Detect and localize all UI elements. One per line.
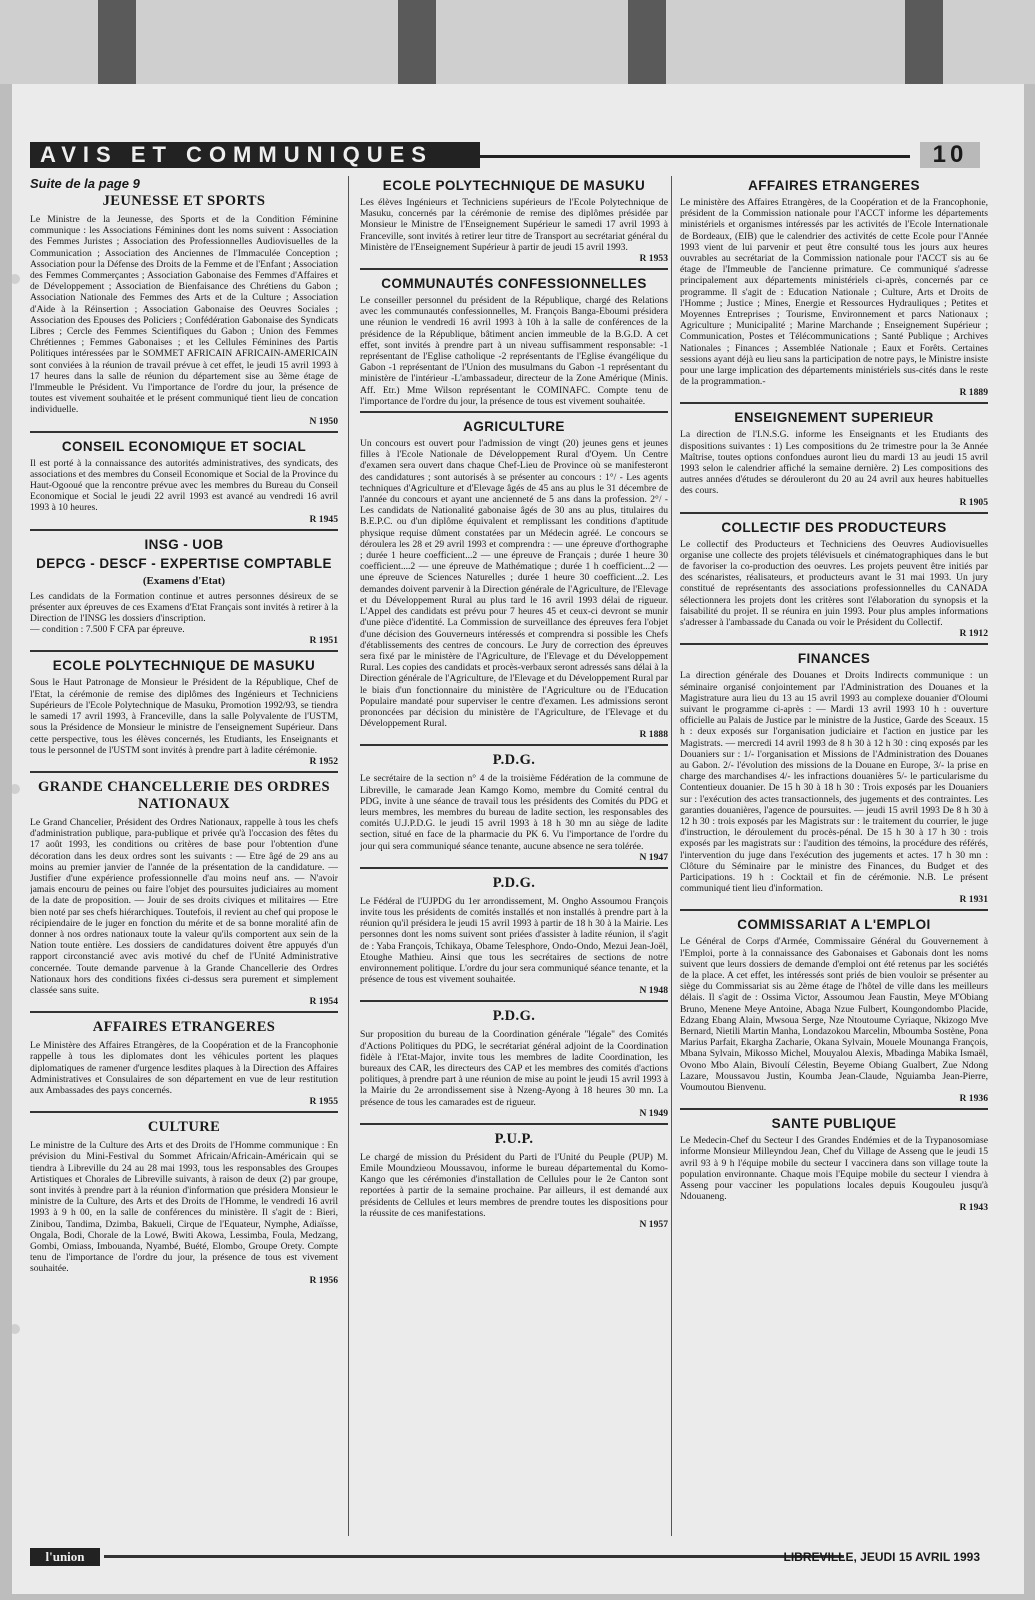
notice-reference: R 1955	[309, 1096, 338, 1108]
notice-sante-publique	[680, 1116, 988, 1217]
notice-heading: INSG - UOB	[144, 536, 224, 552]
notice-body: Les candidats de la Formation continue et autres personnes désireux de se présenter aux épreuves de ces Examens d'Etat Français sont invités à retirer à la Direction de l'INSG les dossiers d'inscription.	[30, 590, 338, 625]
notice-heading: SANTE PUBLIQUE	[771, 1116, 897, 1132]
section-masthead	[30, 142, 980, 168]
newspaper-page	[12, 84, 1024, 1594]
notice-reference: N 1948	[639, 985, 668, 997]
notice-body: Le chargé de mission du Président du Parti de l'Unité du Peuple (PUP) M. Emile Moundzieou Moussavou, informe le bureau départemental du Komo-Kango que les cérémonies d'installation de Cellules pour le 2e Canton sont reportées à partir de la semaine prochaine. Par ailleurs, il est demandé aux présidents de Cellules et leurs membres de prendre toutes les dispositions pour la réussite de ces manifestations.	[360, 1151, 668, 1219]
punch-hole	[12, 784, 20, 794]
notice-pdg-3	[360, 1008, 668, 1124]
dateline: LIBREVILLE, JEUDI 15 AVRIL 1993	[783, 1550, 980, 1564]
notice-body: Le conseiller personnel du président de la République, chargé des Relations avec les communautés confessionnelles, M. François Banga-Eboumi présidera une réunion le vendredi 16 avril 1993 à 10h à la salle de conférences de la présidence de la République, bâtiment ancien immeuble de la B.G.D. A cet effet, sont invités à prendre part à un niveau suffisamment responsable: -1 représentant de l'Eglise catholique -2 représentants de l'Eglise évangélique du Gabon -1 représentant de l'Union des musulmans du Gabon -1 représentant du ministère de l'intérieur -L'ambassadeur, directeur de la Zone Amérique (Minis. Aff. Etr.) Mme Wilson représentant le COMINAFC. Compte tenu de l'importance de l'ordre du jour, la présence de tous est vivement souhaitée.	[360, 295, 668, 407]
notice-pdg-1	[360, 752, 668, 868]
continued-from-label: Suite de la page 9	[30, 176, 140, 191]
notice-insg-uob	[30, 537, 338, 653]
notice-grande-chancellerie	[30, 779, 338, 1013]
notice-body: Les élèves Ingénieurs et Techniciens supérieurs de l'Ecole Polytechnique de Masuku, concernés par la cérémonie de remise des diplômes présidée par Monsieur le Ministre de l'Enseignement Supérieur le samedi 17 avril 1993 à Franceville, sont invités à retirer leur titre de Transport au secrétariat général du Ministère de l'Enseignement Supérieur à partir de jeudi 15 avril 1993.	[360, 197, 668, 253]
notice-body: Le Medecin-Chef du Secteur I des Grandes Endémies et de la Trypanosomiase informe Monsieur Milleyndou Jean, Chef du Village de Asseng que le jeudi 15 avril 93 à 9 h l'équipe mobile du secteur I vaccinera dans son village toute la population environnante. Chaque mois l'Equipe mobile du secteur I viendra à Asseng pour vacciner les populations locales depuis Kougouleu jusqu'à Ndouaneng.	[680, 1135, 988, 1203]
notice-agriculture	[360, 419, 668, 746]
notice-reference: R 1905	[959, 496, 988, 508]
notice-reference: R 1952	[309, 755, 338, 767]
notice-culture	[30, 1119, 338, 1289]
column-middle	[360, 176, 668, 1536]
notice-reference: R 1951	[309, 635, 338, 647]
notice-ecole-polytechnique	[30, 658, 338, 772]
notice-reference: R 1936	[959, 1093, 988, 1105]
notice-heading: AFFAIRES ETRANGERES	[92, 1019, 276, 1036]
page-footer	[30, 1546, 980, 1568]
binder-shadow	[628, 0, 666, 84]
notice-heading: P.D.G.	[492, 874, 536, 891]
punch-hole	[12, 1324, 20, 1334]
scan-background-top	[0, 0, 1035, 84]
notice-body: La direction de l'I.N.S.G. informe les Enseignants et les Etudiants des dispositions suivantes : 1) Les compositions du 2e trimestre pour la 3e Année Maîtrise, toutes options confondues auront lieu du mardi 13 au jeudi 15 avril 1993 selon le calendrier affiché la semaine dernière. 2) Les compositions des autres années d'études se dérouleront du 20 au 24 avril aux heures habituelles des cours.	[680, 429, 988, 497]
notice-heading: CULTURE	[147, 1119, 221, 1136]
notice-body: Le Ministre de la Jeunesse, des Sports et de la Condition Féminine communique : les Associations Féminines dont les noms suivent : Association des Femmes Juristes ; Association des Professionnelles Audiovisuelles de la Communication ; Association des Anciennes de l'Immaculée Conception ; Association pour la Défense des Droits de la Femme et de l'Enfant ; Association des Femmes Commerçantes ; Association Gabonaise des Femmes d'Affaires et de Développement ; Association de Bienfaisance des Chrétiens du Gabon ; Association Nationale des Femmes des Arts et de la Culture ; Association d'Aide à la Réinsertion ; Association Gabonaise des Oeuvres Sociales ; Association des Epouses des Policiers ; Confédération Gabonaise des Syndicats Libres ; Cercle des Femmes Scientifiques du Gabon ; Union des Femmes Chrétiennes ; Femmes Gabonaises ; et les Cellules Féminines des Partis Politiques intéressées par le SOMMET AFRICAIN AFRICAIN-AMERICAIN sont conviées à la réunion de travail prévue à cet effet, le jeudi 15 avril 1993 à 17 heures dans la salle de réunion du département sise au 3ème étage de l'Immeuble le Président. Vu l'importance de l'ordre du jour, la présence de toutes est vivement souhaitée et le présent communiqué tient lieu de concation individuelle.	[30, 214, 338, 416]
masthead-rule	[480, 155, 910, 158]
notice-reference: N 1957	[639, 1219, 668, 1231]
notice-body: Le Ministère des Affaires Etrangères, de la Coopération et de la Francophonie rappelle à tous les diplomates dont les véhicules portent les plaques diplomatiques de ramener d'urgence lesdites plaques à la Direction des Affaires Administratives et Consulaires de son département en vue de leur restitution aux Ambassades des pays concernés.	[30, 1040, 338, 1096]
notice-commissariat-emploi	[680, 917, 988, 1110]
notice-heading: P.D.G.	[492, 1008, 536, 1025]
notice-heading: JEUNESSE ET SPORTS	[102, 193, 266, 209]
notice-body: La direction générale des Douanes et Droits Indirects communique : un séminaire organisé conjointement par l'Administration des Douanes et la Magistrature aura lieu du 13 au 15 avril 1993 au complexe douanier d'Oloumi suivant le programme ci-après : — Mardi 13 avril 1993 10 h : ouverture officielle au Palais de Justice par le ministre de la Justice, Garde des Sceaux. 15 h : deux exposés sur l'organisation judiciaire et l'action en justice par les Magistrats. — mercredi 14 avril 1993 de 8 h 30 à 12 h 30 : cinq exposés par les Douaniers sur : 1/- l'organisation et Missions de l'Administration des Douanes au Gabon. 2/- l'évolution des missions de la Douane en Europe, 3/- la prise en charge des marchandises 4/- les infractions douanières 5/- le particularisme du Contentieux douanier. De 15 h 30 à 18 h 30 : Trois exposés par les Douaniers sur : l'exécution des actes transactionnels, des jugements et des contraintes. Les garanties douanières, l'agence de poursuites. — jeudi 15 avril 1993 De 8 h 30 à 12 h 30 : trois exposés par les Magistrats sur : le traitement du courrier, le juge d'instruction, le déroulement du procès-pénal. De 15 h 30 à 17 h 30 : trois exposés par les magistrats sur : l'audition des témoins, la procédure des référés, l'intervention du juge dans l'exécution des jugements et actes. 17 h 30 mn : Clôture du Séminaire par le ministre des Finances, du Budget et des Participations. 19 h : Cocktail et fin de cérémonie. N.B. Le présent communiqué tient lieu d'information.	[680, 670, 988, 895]
binder-shadow	[905, 0, 943, 84]
notice-subheading: DEPCG - DESCF - EXPERTISE COMPTABLE	[36, 555, 332, 571]
notice-body: Il est porté à la connaissance des autorités administratives, des syndicats, des associations et des membres du Conseil Economique et Social de la Province du Haut-Ogooué que la rencontre prévue avec les membres du Bureau du Conseil Economique et Social le jeudi 22 avril 1993 est avancé au vendredi 16 avril 1993 à 10 heures.	[30, 457, 338, 514]
notice-reference: R 1889	[959, 387, 988, 399]
notice-heading: CONSEIL ECONOMIQUE ET SOCIAL	[61, 438, 307, 454]
notice-reference: R 1956	[309, 1274, 338, 1286]
notice-pup	[360, 1131, 668, 1234]
column-divider	[671, 176, 672, 1536]
notice-reference: R 1931	[959, 894, 988, 906]
notice-subtitle: (Examens d'Etat)	[142, 574, 226, 587]
notice-heading: AFFAIRES ETRANGERES	[748, 178, 920, 193]
section-title: AVIS ET COMMUNIQUES	[30, 142, 480, 168]
notice-heading: GRANDE CHANCELLERIE DES ORDRES NATIONAUX	[38, 778, 330, 812]
notice-body: Le Grand Chancelier, Président des Ordres Nationaux, rappelle à tous les chefs d'administration publique, para-publique et privée qu'à l'occasion des fêtes du 17 août 1993, les conditions ou critères de base pour l'obtention d'une décoration dans les deux ordres sont les suivants : — Etre âgé de 29 ans au moins au premier janvier de l'année de la présentation de la candidature. — Justifier d'une expérience professionnelle d'au moins neuf ans. — N'avoir jamais encouru de peines ou faire l'objet des poursuites judiciaires au moment de la date de proposition. — Jouir de ses droits civiques et militaires — Etre bien noté par ses chefs hiérarchiques. Toutefois, il revient au chef qui propose le récipiendaire de le juger en fonction du mérite et de sa bonne moralité afin de donner à nos ordres nationaux toute la valeur qu'ils comportent aux sein de la Nation toute entière. Les dossiers de candidatures doivent être appuyés d'un rapport circonstancié avec avis motivé du chef de l'Unité Administrative concernée. Toute demande parvenue à la Grande Chancellerie des Ordres Nationaux hors des conditions fixées ci-dessus sera purement et simplement classée sans suite.	[30, 816, 338, 996]
column-divider	[348, 176, 349, 1536]
binder-shadow	[98, 0, 136, 84]
notice-body: Un concours est ouvert pour l'admission de vingt (20) jeunes gens et jeunes filles à l'Ecole Nationale de Développement Rural d'Oyem. Un Centre d'examen sera ouvert dans chaque Chef-Lieu de Province où se manifesteront des candidatures ; sont autorisés à se présenter au concours : 1°/ - Les agents techniques d'Agriculture et d'Elevage âgés de 45 ans au plus le 31 décembre de l'année du concours et ayant une ancienneté de 5 ans dans la profession. 2°/ - Les candidats de Nationalité gabonaise âgés de 30 ans au plus, titulaires du B.E.P.C. ou d'un diplôme équivalent et remplissant les conditions d'aptitude physique requise dûment constatées par un Médecin agréé. Le concours se déroulera les 28 et 29 avril 1993 et comprendra : — une épreuve d'orthographe ; durée 1 heure coefficient...2 — une épreuve de Français ; durée 1 heure 30 coefficient....2 — une épreuve de Mathématique ; durée 1 h coefficient...2 — une épreuve de Sciences Naturelles ; durée 1 heure 30 coefficient...2. Les demandes doivent parvenir à la Direction générale de l'Agriculture, de l'Elevage et du Développement Rural au plus tard le 16 avril 1993 délai de rigueur. L'Appel des candidats est prévu pour 7 heures 45 et ceux-ci devront se munir d'une pièce d'identité. La Commission de surveillance des épreuves fera l'objet d'une décision des Gouverneurs intéressés et comprendra si possible les Chefs d'établissements des centres de concours. Le Jury de correction des épreuves sera fixé par le ministère de l'Agriculture, de l'Elevage et du Développement Rural. Les copies des candidats et procès-verbaux seront adressés sans délai à la Direction générale de l'Agriculture, de l'Elevage et du Développement Rural par le biais d'un fonctionnaire du ministère de l'Agriculture ou de l'Education Populaire mandaté pour superviser le centre d'examen. Les admissions seront prononcées par décision du ministère de l'Agriculture, de l'Elevage et du Développement Rural.	[360, 438, 668, 730]
notice-affaires-etrangeres-acct	[680, 178, 988, 404]
notice-conseil-economique	[30, 439, 338, 531]
notice-heading: FINANCES	[797, 651, 871, 667]
notice-jeunesse-sports	[30, 176, 338, 433]
notice-heading: COLLECTIF DES PRODUCTEURS	[721, 519, 947, 535]
notice-body: Le ministère des Affaires Etrangères, de la Coopération et de la Francophonie, président de la Commission nationale pour l'ACCT informe les départements ministériels et organismes intéressés par les activités de l'Ecole Internationale de Bordeaux, (EIB) que le calendrier des activités de cette Ecole pour l'Année 1993 vient de lui parvenir et peut être consulté tous les jours aux heures ouvrables au secrétariat de la Commission nationale pour l'ACCT sis au 6e étage de l'Immeuble de l'ancienne primature. Ce communiqué s'adresse principalement aux départements ministériels ci-après, concernés par ce programme. Il s'agit de : Education Nationale ; Culture, Arts et Droits de l'Homme ; Justice ; Mines, Energie et Ressources Hydrauliques ; Petites et Moyennes Entreprises ; Tourisme, Environnement et parcs Nationaux ; Agriculture ; Municipalité ; Marine Marchande ; Enseignement Supérieur ; Communication, Postes et Télécommunications ; Santé Publique ; Archives Nationales ; Finances ; Assemblée Nationale ; Eaux et Forêts. Certaines sessions ayant déjà eu lieu sans la participation de notre pays, le Ministre insiste pour une large implication des départements ministériels sus-cités dans le reste de la programmation.-	[680, 197, 988, 388]
notice-reference: R 1912	[959, 628, 988, 640]
notice-body: Le ministre de la Culture des Arts et des Droits de l'Homme communique : En prévision du Mini-Festival du Sommet Africain/Africain-Américain qui se tiendra à Libreville du 24 au 28 mai 1993, tous les responsables des Groupes Artistiques et Chorales de Libreville suivants, à raison de deux (2) par groupe, sont invités à prendre part à la réunion d'information que présidera Monsieur le ministre de la Culture, des Arts et des Droits de l'Homme, le vendredi 16 avril 1993 à 9 h 00, en la salle de conférences du ministère. Il s'agit de : Bieri, Zinibou, Tandima, Dzimba, Bakueli, Cirque de l'Equateur, Nymphe, Adiaïsse, Ongala, Bodi, Chorale de la Lowé, Bwiti Akowa, Lessimba, Foula, Medzang, Gombi, Omiass, Imbouanda, Nyambé, Buété, Elombo, Groupe Orety. Compte tenu de l'importance de l'ordre du jour, la présence de tous est vivement souhaitée.	[30, 1140, 338, 1275]
notice-body: Sous le Haut Patronage de Monsieur le Président de la République, Chef de l'Etat, la cérémonie de remise des diplômes des Ingénieurs et Techniciens Supérieurs de l'Ecole Polytechnique de Masuku, Promotion 1992/93, se tiendra le samedi 17 avril 1993, à Franceville, dans la salle Polyvalente de l'USTM, sous la Présidence de Monsieur le ministre de l'enseignement Supérieur. Dans cette perspective, tous les élèves concernés, les Etudiants, les Enseignants et tous le personnel de l'USTM sont invités à prendre part à ladite cérémonie.	[30, 677, 338, 756]
notice-reference: N 1947	[639, 851, 668, 863]
notice-heading: COMMUNAUTÉS CONFESSIONNELLES	[381, 276, 647, 292]
notice-heading: ECOLE POLYTECHNIQUE DE MASUKU	[382, 178, 646, 193]
notice-reference: N 1949	[639, 1107, 668, 1119]
notice-reference: R 1943	[959, 1202, 988, 1214]
newspaper-logo: l'union	[30, 1548, 100, 1566]
notice-heading: ENSEIGNEMENT SUPERIEUR	[734, 410, 934, 426]
notice-body: Le collectif des Producteurs et Techniciens des Oeuvres Audiovisuelles organise une collecte des projets télévisuels et cinématographiques dans le but de favoriser la co-production des oeuvres. Les projets peuvent être initiés par des scénaristes, réalisateurs, et producteurs avant le 31 mai 1993. Un jury constitué de représentants des associations professionnelles du CANADA sélectionnera les projets dont les critères sont l'élaboration du synopsis et la faisabilité du projet. Il se réunira en juin 1993. Pour plus amples informations s'adresser à l'ambassade du Canada ou voir le Président du Collectif.	[680, 538, 988, 629]
notice-finances	[680, 651, 988, 911]
notice-body: Le Général de Corps d'Armée, Commissaire Général du Gouvernement à l'Emploi, porte à la connaissance des Gabonaises et Gabonais dont les noms suivent que leurs dossiers de demande d'emploi ont été retenus par les sociétés de la place. A cet effet, les intéressés sont priés de bien vouloir se présenter au siège du Commissariat sis au 2ème étage de l'hôtel de ville dans les meilleurs délais. Il s'agit de : Ossima Victor, Assoumou Jean Faustin, Meye M'Obiang Bruno, Menene Meye Antoine, Abaga Nzue Fulbert, Koungondombo Placide, Edzang Ebang Alain, Mwsoua Serge, Nze Ntoutoume Cyriaque, Nkizogo Mve Bernard, Nietili Martin Manha, Londazokou Marcelin, Mboumba Sostène, Pona Marius Parfait, Ekargha Zacharie, Okana Sylvain, Mouele Mounanga François, Mbana Sylvain, Mikosso Michel, Mouyalou Alexis, Mbadinga Mabika Ismaël, Ovono Mbo Alain, Bivoulí Célestin, Beyeme Obiang Gualbert, Zue Ndong Lazare, Moussavou Justin, Koumba Jean-Claude, Nguiamba Jean-Pierre, Voumoutou Bienvenu.	[680, 936, 988, 1093]
notice-ecole-polytechnique-2	[360, 178, 668, 270]
notice-heading: P.U.P.	[494, 1130, 534, 1147]
notice-affaires-etrangeres	[30, 1019, 338, 1113]
column-left	[30, 176, 338, 1536]
notice-heading: AGRICULTURE	[463, 419, 565, 435]
notice-body: Le secrétaire de la section n° 4 de la troisième Fédération de la commune de Libreville, le camarade Jean Kamgo Komo, membre du Comité central du PDG, invite à une séance de travail tous les présidents des Comités du PDG et leurs membres, les membres du bureau de ladite section, les responsables des comités U.J.P.D.G. le jeudi 15 avril 1993 à 18 h 30 mn au siège de ladite section, situé en face de la pharmacie du PK 6. Vu l'importance de l'ordre du jour qui sera communiqué séance tenante, aucune absence ne sera tolérée.	[360, 773, 668, 852]
notice-reference: R 1953	[639, 253, 668, 265]
notice-reference: R 1888	[639, 729, 668, 741]
notice-body: Sur proposition du bureau de la Coordination générale "légale" des Comités d'Actions Politiques du PDG, le secrétariat général adjoint de la Coordination fidèle à l'Etat-Major, invite tous les membres de ladite Coordination, les bureaux des CAR, les directeurs des CAP et les membres des comités d'actions politiques, à prendre part à une réunion de mise au point le jeudi 15 avril 1993 à la Mairie du 2e arrondissement sise à Nzeng-Ayong à 18 heures 30 mn. La présence de tous les camarades est de rigueur.	[360, 1029, 668, 1108]
punch-hole	[12, 274, 20, 284]
notice-body: Le Fédéral de l'UJPDG du 1er arrondissement, M. Ongho Assoumou François invite tous les présidents de comités installés et non installés à prendre part à la réunion qu'il présidera le jeudi 15 avril 1993 à partir de 18 h 30 à la Mairie. Les personnes dont les noms suivent sont priées d'assister à ladite réunion, il s'agit de : Yaba François, Tchikaya, Obame Telesphore, Ondo-Ondo, Mezui Jean-Joël, Etoughe Mathieu. Ainsi que tous les secrétaires de sections de notre environnement politique. L'ordre du jour sera communiqué séance tenante, et la présence de tous est vivement souhaitée.	[360, 895, 668, 986]
notice-heading: COMMISSARIAT A L'EMPLOI	[737, 917, 931, 933]
notice-reference: R 1954	[309, 996, 338, 1008]
notice-condition: — condition : 7.500 F CFA par épreuve.	[30, 624, 185, 636]
notice-collectif-producteurs	[680, 520, 988, 646]
notice-enseignement-superieur	[680, 410, 988, 513]
notice-reference: N 1950	[309, 415, 338, 427]
notice-pdg-2	[360, 875, 668, 1003]
notice-heading: ECOLE POLYTECHNIQUE DE MASUKU	[52, 658, 316, 674]
notice-heading: P.D.G.	[492, 752, 536, 769]
notice-communautes-confessionnelles	[360, 276, 668, 413]
footer-rule	[104, 1555, 844, 1558]
column-right	[680, 176, 988, 1536]
page-number: 10	[920, 142, 980, 168]
notice-reference: R 1945	[309, 513, 338, 525]
binder-shadow	[398, 0, 436, 84]
